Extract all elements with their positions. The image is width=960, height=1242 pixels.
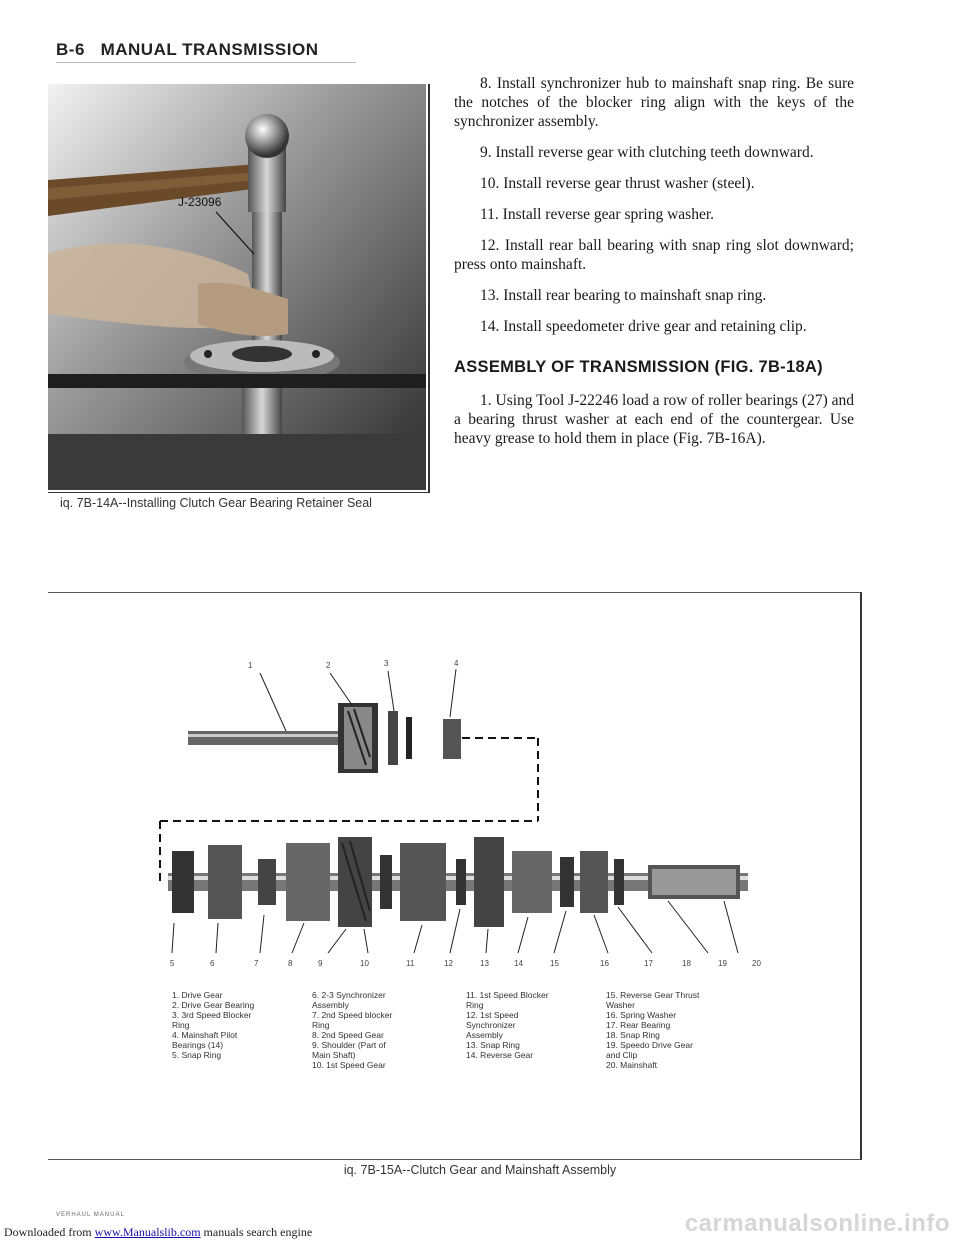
legend-item: 2. Drive Gear Bearing (172, 1000, 255, 1010)
callout-7: 7 (254, 959, 259, 968)
legend-item: 4. Mainshaft Pilot (172, 1030, 238, 1040)
legend-item: Bearings (14) (172, 1040, 224, 1050)
legend-item: 15. Reverse Gear Thrust (606, 990, 700, 1000)
legend-item: Synchronizer (466, 1020, 516, 1030)
callout-17: 17 (644, 959, 653, 968)
legend-item: 12. 1st Speed (466, 1010, 519, 1020)
step-11: 11. Install reverse gear spring washer. (480, 206, 714, 223)
legend-item: 14. Reverse Gear (466, 1050, 534, 1060)
callout-2: 2 (326, 661, 331, 670)
callout-19: 19 (718, 959, 727, 968)
step-13: 13. Install rear bearing to mainshaft snap ring. (480, 287, 767, 304)
manualslib-link[interactable]: www.Manualslib.com (94, 1225, 201, 1239)
photo-illustration (48, 84, 430, 493)
callout-8: 8 (288, 959, 293, 968)
legend-item: Assembly (312, 1000, 349, 1010)
callout-1: 1 (248, 661, 253, 670)
footer-manual-label: VERHAUL MANUAL (56, 1212, 125, 1218)
instructions-column (454, 74, 854, 460)
footer-suffix: manuals search engine (200, 1225, 313, 1239)
legend-item: Main Shaft) (312, 1050, 356, 1060)
legend-item: 19. Speedo Drive Gear (606, 1040, 693, 1050)
callout-10: 10 (360, 959, 369, 968)
legend-item: Assembly (466, 1030, 503, 1040)
callout-9: 9 (318, 959, 323, 968)
callout-18: 18 (682, 959, 691, 968)
legend-item: Ring (172, 1020, 190, 1030)
legend-item: 8. 2nd Speed Gear (312, 1030, 384, 1040)
legend-item: and Clip (606, 1050, 638, 1060)
step-14: 14. Install speedometer drive gear and retaining clip. (480, 318, 807, 335)
callout-5: 5 (170, 959, 175, 968)
callout-16: 16 (600, 959, 609, 968)
footer-download-line (4, 1225, 312, 1240)
callout-12: 12 (444, 959, 453, 968)
page-code: B-6 (56, 40, 85, 59)
legend-column-4 (606, 990, 699, 1070)
step-10: 10. Install reverse gear thrust washer (steel). (480, 175, 755, 192)
legend-item: 3. 3rd Speed Blocker (172, 1010, 252, 1020)
legend-column-3 (466, 990, 549, 1060)
callout-6: 6 (210, 959, 215, 968)
figure-caption-top: iq. 7B-14A--Installing Clutch Gear Bearing Retainer Seal (60, 496, 372, 510)
header-rule (56, 62, 356, 63)
legend-item: 9. Shoulder (Part of (312, 1040, 386, 1050)
legend-item: 5. Snap Ring (172, 1050, 222, 1060)
legend-item: Ring (312, 1020, 330, 1030)
section-heading: ASSEMBLY OF TRANSMISSION (FIG. 7B-18A) (454, 358, 823, 376)
page-header (56, 40, 319, 60)
footer-prefix: Downloaded from (4, 1225, 95, 1239)
figure-caption-bottom: iq. 7B-15A--Clutch Gear and Mainshaft Assembly (343, 1163, 617, 1177)
callout-14: 14 (514, 959, 523, 968)
legend-item: 13. Snap Ring (466, 1040, 520, 1050)
legend-item: 18. Snap Ring (606, 1030, 660, 1040)
step-12: 12. Install rear ball bearing with snap ring slot downward; press onto mainshaft. (454, 237, 854, 273)
legend-item: Ring (466, 1000, 484, 1010)
callout-3: 3 (384, 659, 389, 668)
legend-item: 16. Spring Washer (606, 1010, 677, 1020)
watermark: carmanualsonline.info (684, 1210, 950, 1237)
legend-column-2 (312, 990, 392, 1070)
legend-item: 7. 2nd Speed blocker (312, 1010, 393, 1020)
legend-item: 1. Drive Gear (172, 990, 223, 1000)
callout-15: 15 (550, 959, 559, 968)
legend-item: 11. 1st Speed Blocker (466, 990, 549, 1000)
legend-item: 10. 1st Speed Gear (312, 1060, 386, 1070)
installing-seal-photo (48, 84, 426, 490)
callout-20: 20 (752, 959, 761, 968)
legend-item: 6. 2-3 Synchronizer (312, 990, 386, 1000)
callout-4: 4 (454, 659, 459, 668)
page-title: MANUAL TRANSMISSION (100, 40, 319, 59)
legend-column-1 (172, 990, 254, 1060)
mainshaft-exploded-view (48, 593, 858, 993)
exploded-diagram (48, 592, 862, 1160)
tool-label: J-23096 (178, 195, 222, 209)
legend-item: 20. Mainshaft (606, 1060, 658, 1070)
legend-item: 17. Rear Bearing (606, 1020, 671, 1030)
callout-13: 13 (480, 959, 489, 968)
assembly-step-1: 1. Using Tool J-22246 load a row of roller bearings (27) and a bearing thrust washer at each end of the countergear. Use heavy grease to hold them in place (Fig. 7B-16A). (454, 392, 854, 447)
step-9: 9. Install reverse gear with clutching teeth downward. (480, 144, 814, 161)
callout-11: 11 (406, 959, 415, 968)
legend-item: Washer (606, 1000, 635, 1010)
step-8: 8. Install synchronizer hub to mainshaft snap ring. Be sure the notches of the blocker ring align with the keys of the synchronizer assembly. (454, 75, 854, 130)
